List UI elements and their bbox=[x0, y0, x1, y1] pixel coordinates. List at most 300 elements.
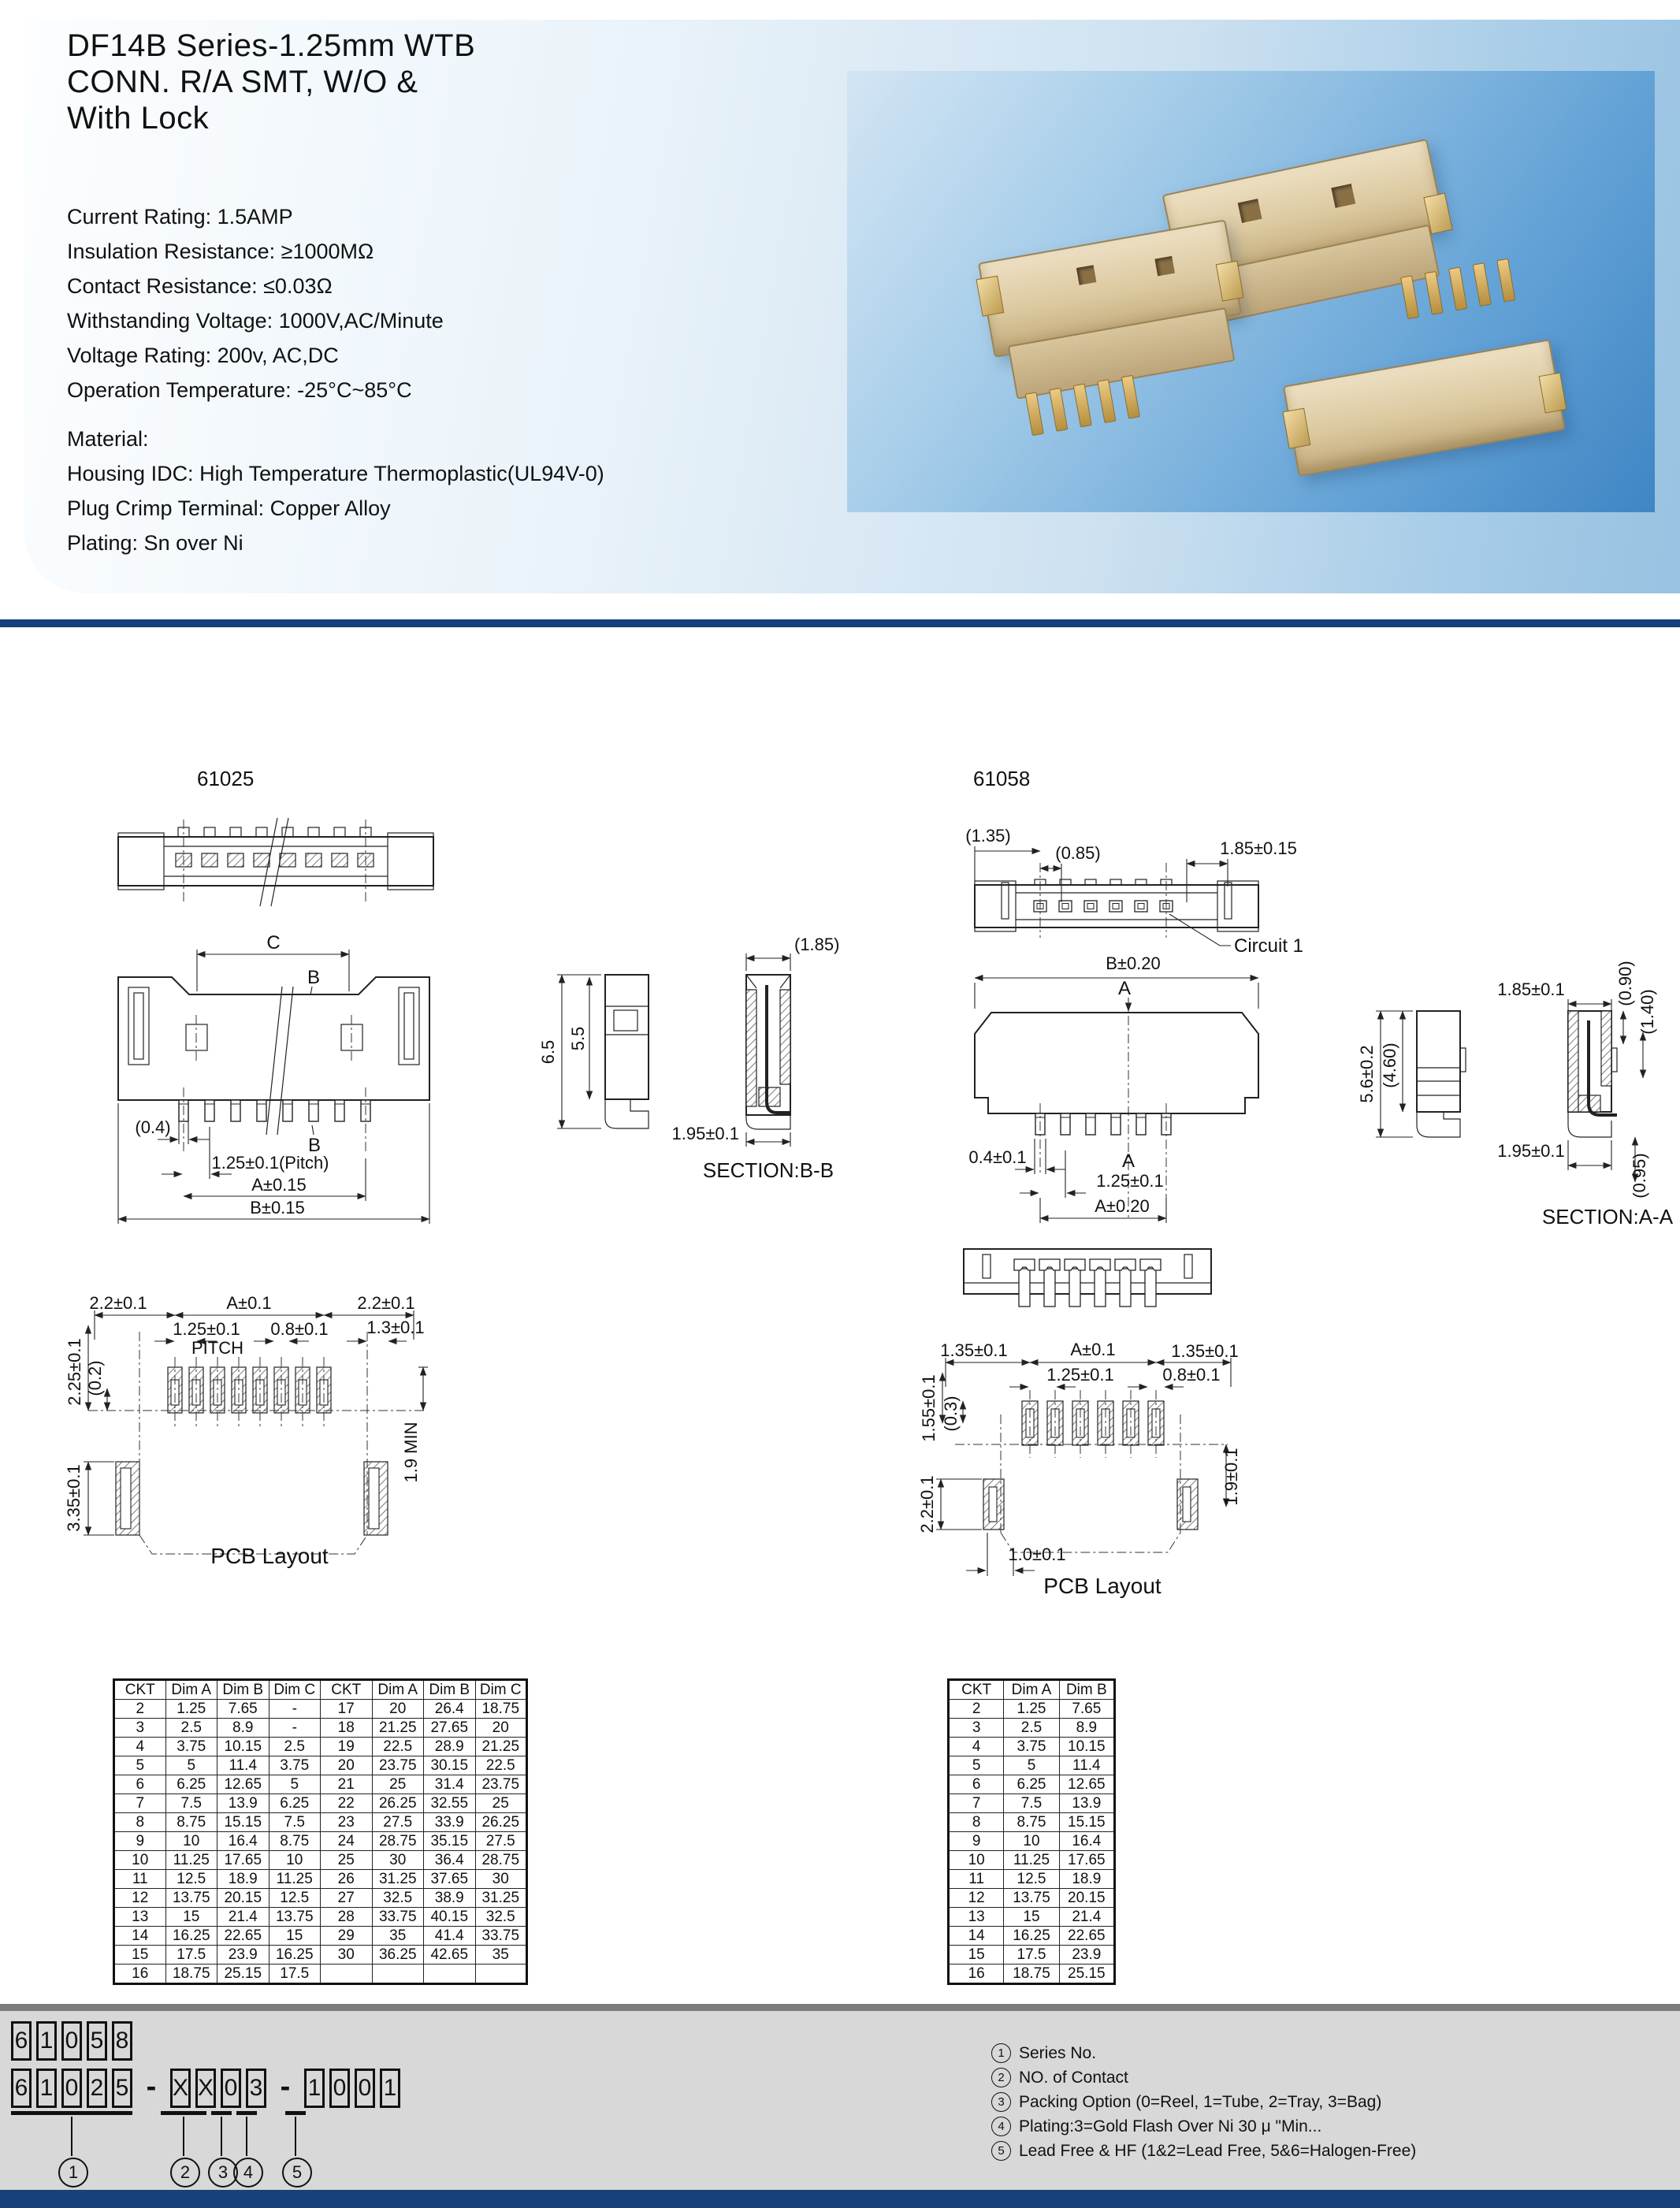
table-cell: 26.4 bbox=[424, 1700, 476, 1719]
column-header: Dim C bbox=[269, 1680, 321, 1700]
plating-group bbox=[304, 2069, 400, 2108]
table-cell: 30 bbox=[475, 1870, 527, 1889]
table-cell: 6 bbox=[949, 1775, 1004, 1794]
title-line-1: DF14B Series-1.25mm WTB bbox=[67, 28, 476, 63]
legend-number: 2 bbox=[991, 2068, 1011, 2087]
part-number-digit-box: 1 bbox=[304, 2069, 325, 2108]
table-cell: 6.25 bbox=[1004, 1775, 1059, 1794]
table-cell: 5 bbox=[949, 1756, 1004, 1775]
legend-line bbox=[991, 2041, 1416, 2065]
dim-label: 2.2±0.1 bbox=[89, 1293, 147, 1313]
dim-label: B±0.15 bbox=[250, 1198, 305, 1217]
legend-number: 5 bbox=[991, 2141, 1011, 2161]
connector-photo-2 bbox=[978, 220, 1248, 411]
callout-number: 2 bbox=[180, 2162, 191, 2182]
table-cell: 15 bbox=[165, 1908, 217, 1927]
legend-text: NO. of Contact bbox=[1019, 2068, 1128, 2087]
callout-number: 3 bbox=[217, 2162, 229, 2182]
table-cell: 31.25 bbox=[475, 1889, 527, 1908]
dimension-table-61058 bbox=[947, 1678, 1116, 1985]
spec-line: Voltage Rating: 200v, AC,DC bbox=[67, 344, 339, 367]
table-cell: 16.25 bbox=[1004, 1927, 1059, 1946]
table-cell: 1.25 bbox=[165, 1700, 217, 1719]
table-cell: 22.5 bbox=[372, 1738, 424, 1756]
dims-61025-front bbox=[118, 932, 429, 1224]
table-cell: 7 bbox=[114, 1794, 166, 1813]
part-number-digit-box: X bbox=[170, 2069, 191, 2108]
table-cell: 42.65 bbox=[424, 1946, 476, 1965]
table-cell bbox=[424, 1965, 476, 1984]
section-mark: A bbox=[1117, 978, 1132, 999]
table-cell: 17 bbox=[321, 1700, 373, 1719]
table-cell: 32.5 bbox=[475, 1908, 527, 1927]
callout-underline-4 bbox=[236, 2111, 257, 2115]
callout-circle-5 bbox=[282, 2158, 312, 2188]
table-row bbox=[114, 1908, 527, 1927]
table-row bbox=[949, 1719, 1115, 1738]
table-cell: 11.4 bbox=[217, 1756, 269, 1775]
dim-label: A±0.1 bbox=[226, 1293, 272, 1313]
callout-leader bbox=[71, 2117, 72, 2156]
contact-packing-group bbox=[170, 2069, 266, 2108]
dim-label: 5.5 bbox=[568, 1026, 588, 1051]
table-cell: 27.5 bbox=[372, 1813, 424, 1832]
table-cell: 15.15 bbox=[1059, 1813, 1114, 1832]
table-cell: - bbox=[269, 1700, 321, 1719]
table-row bbox=[949, 1738, 1115, 1756]
section-mark: A bbox=[1121, 1150, 1135, 1172]
table-cell: 19 bbox=[321, 1738, 373, 1756]
table-cell: 8 bbox=[114, 1813, 166, 1832]
table-cell: 20 bbox=[321, 1756, 373, 1775]
circuit-callout: Circuit 1 bbox=[1234, 935, 1304, 957]
dim-label: 1.95±0.1 bbox=[1497, 1141, 1565, 1161]
part-number-row-61025 bbox=[11, 2069, 400, 2108]
pcb-layout-caption: PCB Layout bbox=[1043, 1574, 1162, 1598]
view-61025-pcb bbox=[64, 1293, 428, 1568]
spec-line: Contact Resistance: ≤0.03Ω bbox=[67, 274, 333, 298]
table-cell: 21 bbox=[321, 1775, 373, 1794]
table-cell: 5 bbox=[165, 1756, 217, 1775]
page-title bbox=[67, 28, 475, 136]
part-number-digit-box: 3 bbox=[246, 2069, 266, 2108]
legend-line bbox=[991, 2065, 1416, 2090]
table-cell: 3.75 bbox=[165, 1738, 217, 1756]
part-number-digit-box: 0 bbox=[61, 2069, 82, 2108]
table-row bbox=[949, 1700, 1115, 1719]
table-cell: 13.75 bbox=[269, 1908, 321, 1927]
dim-label: 1.0±0.1 bbox=[1008, 1544, 1066, 1564]
table-cell: 8.75 bbox=[1004, 1813, 1059, 1832]
table-cell bbox=[372, 1965, 424, 1984]
table-cell: 38.9 bbox=[424, 1889, 476, 1908]
section-mark: B bbox=[307, 967, 321, 988]
table-row bbox=[114, 1851, 527, 1870]
table-cell: 9 bbox=[949, 1832, 1004, 1851]
table-cell: 26.25 bbox=[475, 1813, 527, 1832]
table-cell: 2.5 bbox=[165, 1719, 217, 1738]
table-cell: 31.4 bbox=[424, 1775, 476, 1794]
table-cell: 13.75 bbox=[165, 1889, 217, 1908]
dim-label: A±0.20 bbox=[1095, 1196, 1150, 1216]
part-number-digit-box: 1 bbox=[380, 2069, 400, 2108]
part-number-digit-box: X bbox=[195, 2069, 216, 2108]
part-number-digit-box: 5 bbox=[87, 2021, 107, 2061]
table-cell: - bbox=[269, 1719, 321, 1738]
table-cell: 13 bbox=[114, 1908, 166, 1927]
dim-label: (0.85) bbox=[1055, 843, 1101, 863]
connector-photo-3 bbox=[1273, 285, 1564, 483]
dim-label: 1.25±0.1(Pitch) bbox=[211, 1153, 329, 1173]
table-cell: 10.15 bbox=[217, 1738, 269, 1756]
table-cell: 14 bbox=[949, 1927, 1004, 1946]
table-cell: 8.75 bbox=[269, 1832, 321, 1851]
table-cell: 31.25 bbox=[372, 1870, 424, 1889]
product-photo bbox=[847, 71, 1655, 512]
dim-label: (0.95) bbox=[1630, 1153, 1649, 1199]
table-cell: 8.75 bbox=[165, 1813, 217, 1832]
callout-number: 4 bbox=[243, 2162, 254, 2182]
dim-label: 1.35±0.1 bbox=[1171, 1341, 1239, 1361]
table-cell: 17.65 bbox=[1059, 1851, 1114, 1870]
table-row bbox=[949, 1946, 1115, 1965]
view-61058-side bbox=[1357, 1011, 1466, 1137]
column-header: Dim B bbox=[217, 1680, 269, 1700]
table-cell: 10.15 bbox=[1059, 1738, 1114, 1756]
solder-tab bbox=[1539, 373, 1567, 414]
dim-label: 1.25±0.1 bbox=[1096, 1171, 1164, 1191]
table-row bbox=[114, 1719, 527, 1738]
dim-label: 3.35±0.1 bbox=[64, 1464, 84, 1532]
table-row bbox=[114, 1775, 527, 1794]
dim-label: A±0.15 bbox=[251, 1175, 307, 1195]
table-cell: 25 bbox=[321, 1851, 373, 1870]
table-cell: 16.4 bbox=[217, 1832, 269, 1851]
dim-label: 1.9 MIN bbox=[401, 1422, 421, 1483]
table-cell: 23.9 bbox=[217, 1946, 269, 1965]
table-cell: 7.5 bbox=[269, 1813, 321, 1832]
callout-underline-1 bbox=[11, 2111, 132, 2115]
table-cell: 27.5 bbox=[475, 1832, 527, 1851]
material-heading: Material: bbox=[67, 427, 149, 451]
section-mark: B bbox=[307, 1135, 322, 1156]
legend-line bbox=[991, 2139, 1416, 2163]
callout-underline-2 bbox=[161, 2111, 206, 2115]
dim-label: 6.5 bbox=[538, 1039, 558, 1065]
table-row bbox=[949, 1851, 1115, 1870]
callout-leader bbox=[183, 2117, 184, 2156]
table-cell: 20.15 bbox=[217, 1889, 269, 1908]
table-cell: 8 bbox=[949, 1813, 1004, 1832]
table-cell: 20.15 bbox=[1059, 1889, 1114, 1908]
table-cell: 27 bbox=[321, 1889, 373, 1908]
table-cell: 33.75 bbox=[372, 1908, 424, 1927]
part-number-digit-box: 1 bbox=[36, 2069, 57, 2108]
table-cell: 28.9 bbox=[424, 1738, 476, 1756]
table-cell: 40.15 bbox=[424, 1908, 476, 1927]
column-header: Dim C bbox=[475, 1680, 527, 1700]
connector-hole bbox=[1076, 265, 1096, 284]
table-cell: 2.5 bbox=[1004, 1719, 1059, 1738]
callout-underline-3 bbox=[211, 2111, 232, 2115]
dim-label: B±0.20 bbox=[1106, 953, 1161, 973]
table-cell bbox=[475, 1965, 527, 1984]
table-cell: 2.5 bbox=[269, 1738, 321, 1756]
table-cell: 17.5 bbox=[1004, 1946, 1059, 1965]
dim-label: 1.95±0.1 bbox=[671, 1124, 739, 1143]
dash-separator: - bbox=[146, 2070, 157, 2103]
title-line-3: With Lock bbox=[67, 101, 210, 136]
table-cell: 4 bbox=[949, 1738, 1004, 1756]
table-cell: 20 bbox=[475, 1719, 527, 1738]
table-row bbox=[114, 1927, 527, 1946]
table-row bbox=[114, 1738, 527, 1756]
table-cell: 12.65 bbox=[217, 1775, 269, 1794]
dim-label: 1.85±0.1 bbox=[1497, 979, 1565, 999]
table-cell: 3.75 bbox=[269, 1756, 321, 1775]
table-cell: 32.55 bbox=[424, 1794, 476, 1813]
table-row bbox=[949, 1832, 1115, 1851]
table-row bbox=[949, 1775, 1115, 1794]
table-row bbox=[114, 1832, 527, 1851]
dim-label: (1.40) bbox=[1637, 989, 1657, 1035]
table-cell: 6 bbox=[114, 1775, 166, 1794]
table-cell: 37.65 bbox=[424, 1870, 476, 1889]
material-line: Housing IDC: High Temperature Thermoplastic(UL94V-0) bbox=[67, 462, 604, 485]
column-header: CKT bbox=[949, 1680, 1004, 1700]
legend-text: Packing Option (0=Reel, 1=Tube, 2=Tray, 3=Bag) bbox=[1019, 2092, 1382, 2111]
navy-divider bbox=[0, 619, 1680, 627]
column-header: Dim A bbox=[372, 1680, 424, 1700]
column-header: Dim B bbox=[424, 1680, 476, 1700]
table-cell: 11 bbox=[949, 1870, 1004, 1889]
table-cell: 6.25 bbox=[269, 1794, 321, 1813]
callout-number: 1 bbox=[68, 2162, 79, 2182]
table-cell: 12 bbox=[949, 1889, 1004, 1908]
section-label: SECTION:A-A bbox=[1541, 1205, 1674, 1229]
dim-label: 1.25±0.1 bbox=[1046, 1365, 1114, 1385]
view-61058-front bbox=[968, 953, 1258, 1223]
callout-leader bbox=[246, 2117, 247, 2156]
table-cell: 33.75 bbox=[475, 1927, 527, 1946]
table-cell: 7.5 bbox=[165, 1794, 217, 1813]
dim-label: 1.85±0.15 bbox=[1220, 838, 1297, 858]
dim-label: A±0.1 bbox=[1070, 1340, 1116, 1359]
table-cell: 10 bbox=[269, 1851, 321, 1870]
table-cell: 25.15 bbox=[217, 1965, 269, 1984]
table-cell: 18 bbox=[321, 1719, 373, 1738]
table-cell: 26 bbox=[321, 1870, 373, 1889]
column-header: Dim B bbox=[1059, 1680, 1114, 1700]
table-cell: 29 bbox=[321, 1927, 373, 1946]
table-cell: 10 bbox=[114, 1851, 166, 1870]
table-cell: 10 bbox=[1004, 1832, 1059, 1851]
table-cell: 21.4 bbox=[1059, 1908, 1114, 1927]
table-cell: 15 bbox=[114, 1946, 166, 1965]
dim-label: 1.25±0.1 bbox=[173, 1319, 240, 1339]
callout-leader bbox=[221, 2117, 222, 2156]
table-cell: 2 bbox=[114, 1700, 166, 1719]
table-cell: 17.5 bbox=[165, 1946, 217, 1965]
dim-label: (0.90) bbox=[1615, 961, 1635, 1006]
legend-text: Lead Free & HF (1&2=Lead Free, 5&6=Halogen-Free) bbox=[1019, 2141, 1417, 2160]
table-cell: 12.5 bbox=[165, 1870, 217, 1889]
table-cell: 12 bbox=[114, 1889, 166, 1908]
legend-number: 1 bbox=[991, 2043, 1011, 2063]
table-cell: 33.9 bbox=[424, 1813, 476, 1832]
table-cell: 10 bbox=[165, 1832, 217, 1851]
dim-label: 0.4±0.1 bbox=[968, 1147, 1027, 1167]
view-61058-top bbox=[965, 826, 1303, 957]
table-cell: 27.65 bbox=[424, 1719, 476, 1738]
table-cell: 22.5 bbox=[475, 1756, 527, 1775]
part-number-digit-box: 6 bbox=[11, 2021, 32, 2061]
table-row bbox=[949, 1756, 1115, 1775]
part-number-digit-box: 5 bbox=[112, 2069, 132, 2108]
table-cell: 16 bbox=[114, 1965, 166, 1984]
connector-hole bbox=[1154, 256, 1174, 276]
table-cell: 11.25 bbox=[269, 1870, 321, 1889]
table-cell: 10 bbox=[949, 1851, 1004, 1870]
dim-label: C bbox=[266, 932, 281, 953]
dim-label: 2.2±0.1 bbox=[917, 1475, 937, 1533]
legend-number: 4 bbox=[991, 2117, 1011, 2136]
dim-label: (4.60) bbox=[1380, 1043, 1399, 1088]
legend-text: Plating:3=Gold Flash Over Ni 30 μ "Min... bbox=[1019, 2117, 1322, 2136]
table-cell: 30.15 bbox=[424, 1756, 476, 1775]
column-header: CKT bbox=[114, 1680, 166, 1700]
table-cell: 21.4 bbox=[217, 1908, 269, 1927]
dim-label: 0.8±0.1 bbox=[1162, 1365, 1221, 1385]
table-cell: 2 bbox=[949, 1700, 1004, 1719]
part-number-digit-box: 0 bbox=[61, 2021, 82, 2061]
table-cell: 23 bbox=[321, 1813, 373, 1832]
connector-hole bbox=[1238, 199, 1262, 223]
table-cell: 1.25 bbox=[1004, 1700, 1059, 1719]
table-cell: 20 bbox=[372, 1700, 424, 1719]
part-number-digit-box: 2 bbox=[87, 2069, 107, 2108]
table-cell: 21.25 bbox=[372, 1719, 424, 1738]
series-group bbox=[11, 2069, 132, 2108]
table-cell: 18.9 bbox=[1059, 1870, 1114, 1889]
dim-label: 2.2±0.1 bbox=[357, 1293, 415, 1313]
table-cell: 18.75 bbox=[165, 1965, 217, 1984]
table-cell: 21.25 bbox=[475, 1738, 527, 1756]
table-cell: 26.25 bbox=[372, 1794, 424, 1813]
table-row bbox=[949, 1965, 1115, 1984]
table-cell: 28 bbox=[321, 1908, 373, 1927]
table-cell: 15 bbox=[949, 1946, 1004, 1965]
table-cell: 41.4 bbox=[424, 1927, 476, 1946]
dim-label: 1.9±0.1 bbox=[1221, 1448, 1241, 1506]
legend-text: Series No. bbox=[1019, 2043, 1097, 2062]
table-cell: 24 bbox=[321, 1832, 373, 1851]
table-cell: 11.4 bbox=[1059, 1756, 1114, 1775]
dash-separator: - bbox=[280, 2070, 291, 2103]
dim-label: 0.8±0.1 bbox=[270, 1319, 329, 1339]
part-number-row-61058 bbox=[11, 2021, 132, 2061]
column-header: CKT bbox=[321, 1680, 373, 1700]
table-cell: 13.9 bbox=[1059, 1794, 1114, 1813]
dim-label: 5.6±0.2 bbox=[1357, 1045, 1377, 1103]
table-cell: 12.5 bbox=[1004, 1870, 1059, 1889]
dim-label: 1.55±0.1 bbox=[919, 1374, 938, 1442]
table-row bbox=[114, 1889, 527, 1908]
part-number-digit-box: 0 bbox=[329, 2069, 350, 2108]
table-row bbox=[114, 1813, 527, 1832]
table-cell: 14 bbox=[114, 1927, 166, 1946]
table-cell: 22.65 bbox=[1059, 1927, 1114, 1946]
view-61058-bottom bbox=[964, 1249, 1211, 1307]
part-number-digit-box: 0 bbox=[221, 2069, 241, 2108]
table-cell: 35 bbox=[475, 1946, 527, 1965]
table-cell: 30 bbox=[321, 1946, 373, 1965]
material-list bbox=[67, 422, 604, 560]
section-label: SECTION:B-B bbox=[702, 1158, 834, 1182]
table-row bbox=[949, 1927, 1115, 1946]
callout-circle-1 bbox=[58, 2158, 88, 2188]
table-cell: 13 bbox=[949, 1908, 1004, 1927]
table-cell: 25 bbox=[475, 1794, 527, 1813]
table-cell: 35.15 bbox=[424, 1832, 476, 1851]
table-cell: 17.5 bbox=[269, 1965, 321, 1984]
spec-line: Insulation Resistance: ≥1000MΩ bbox=[67, 240, 374, 263]
part-number-digit-box: 8 bbox=[112, 2021, 132, 2061]
callout-circle-2 bbox=[170, 2158, 200, 2188]
table-cell: 3 bbox=[114, 1719, 166, 1738]
table-cell: 5 bbox=[114, 1756, 166, 1775]
table-cell: 16.25 bbox=[165, 1927, 217, 1946]
table-row bbox=[114, 1756, 527, 1775]
part-number-digit-box: 6 bbox=[11, 2069, 32, 2108]
dim-label: (0.3) bbox=[941, 1396, 961, 1432]
table-cell: 16 bbox=[949, 1965, 1004, 1984]
table-cell: 8.9 bbox=[1059, 1719, 1114, 1738]
table-cell: 18.75 bbox=[1004, 1965, 1059, 1984]
table-cell: 12.65 bbox=[1059, 1775, 1114, 1794]
ordering-legend bbox=[991, 2041, 1416, 2163]
ordering-panel bbox=[0, 2011, 1680, 2190]
legend-line bbox=[991, 2114, 1416, 2139]
view-61025-top bbox=[118, 818, 433, 906]
table-cell: 11.25 bbox=[1004, 1851, 1059, 1870]
table-cell: 25 bbox=[372, 1775, 424, 1794]
dim-label: 2.25±0.1 bbox=[65, 1338, 84, 1406]
table-cell: 8.9 bbox=[217, 1719, 269, 1738]
table-cell: 6.25 bbox=[165, 1775, 217, 1794]
spec-line: Operation Temperature: -25°C~85°C bbox=[67, 378, 412, 402]
column-header: Dim A bbox=[1004, 1680, 1059, 1700]
connector-hole bbox=[1331, 184, 1355, 208]
table-cell: 25.15 bbox=[1059, 1965, 1114, 1984]
table-cell: 30 bbox=[372, 1851, 424, 1870]
material-line: Plating: Sn over Ni bbox=[67, 531, 243, 555]
table-row bbox=[949, 1889, 1115, 1908]
title-line-2: CONN. R/A SMT, W/O & bbox=[67, 65, 418, 99]
part-number-digit-box: 0 bbox=[355, 2069, 375, 2108]
dim-label: 1.3±0.1 bbox=[366, 1318, 425, 1337]
table-cell: 23.9 bbox=[1059, 1946, 1114, 1965]
table-cell: 36.4 bbox=[424, 1851, 476, 1870]
legend-line bbox=[991, 2090, 1416, 2114]
legend-number: 3 bbox=[991, 2092, 1011, 2112]
spec-list bbox=[67, 199, 444, 407]
callout-leader bbox=[295, 2117, 296, 2156]
table-cell: 28.75 bbox=[475, 1851, 527, 1870]
table-row bbox=[949, 1870, 1115, 1889]
material-line: Plug Crimp Terminal: Copper Alloy bbox=[67, 496, 391, 520]
table-row bbox=[114, 1965, 527, 1984]
